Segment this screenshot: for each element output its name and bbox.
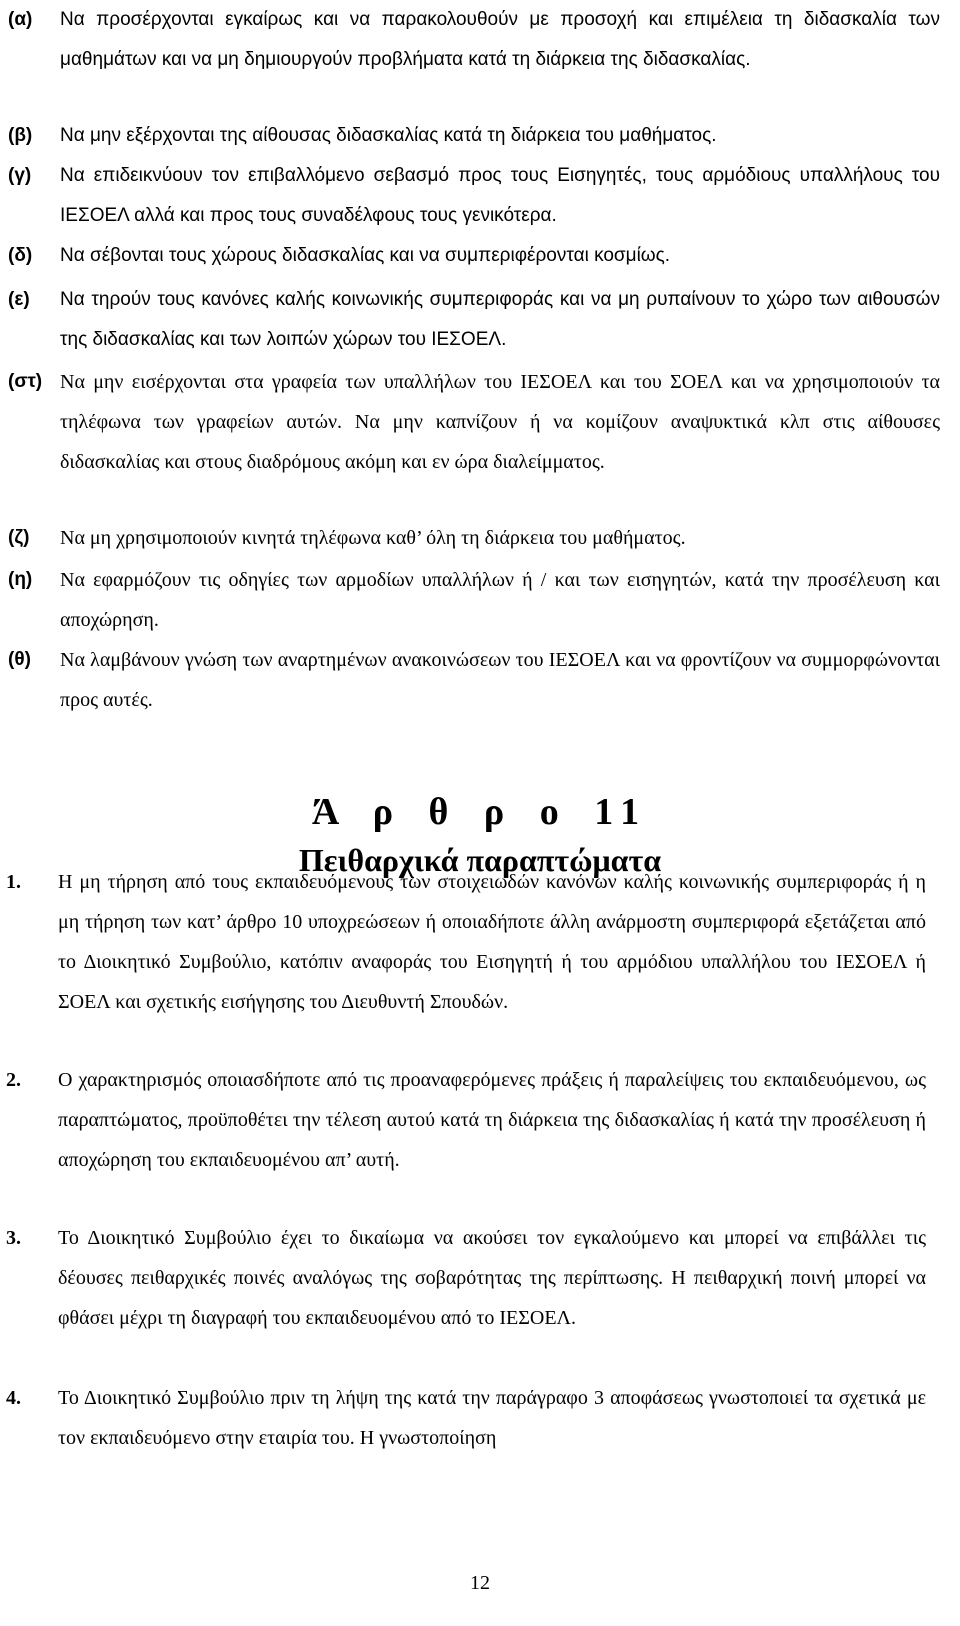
list-item-text: Να σέβονται τους χώρους διδασκαλίας και να συμπεριφέρονται κοσμίως. [60, 245, 671, 266]
list-item-text: Να εφαρμόζουν τις οδηγίες των αρμοδίων υπαλλήλων ή / και των εισηγητών, κατά την προσέλευση και αποχώρηση. [60, 569, 940, 631]
paragraph-text: Ο χαρακτηρισμός οποιασδήποτε από τις προαναφερόμενες πράξεις ή παραλείψεις του εκπαιδευόμενου, ως παραπτώματος, προϋποθέτει την τέλεση αυτού κατά τη διάρκεια της διδασκαλίας ή κατά την προσέλευση ή αποχώρηση του εκπαιδευομένου απ’ αυτή. [58, 1069, 926, 1171]
list-item-label: (α) [8, 9, 33, 30]
list-item-th [8, 640, 940, 720]
list-item-label: (στ) [8, 371, 43, 392]
list-item-b [8, 116, 940, 156]
paragraph-number: 2. [6, 1069, 21, 1091]
list-item-st [8, 362, 940, 482]
paragraph-3 [6, 1218, 926, 1338]
page-number: 12 [470, 1572, 490, 1594]
list-item-label: (β) [8, 125, 33, 146]
list-item-label: (δ) [8, 245, 33, 266]
list-item-a [8, 0, 940, 80]
list-item-text: Να προσέρχονται εγκαίρως και να παρακολουθούν με προσοχή και επιμέλεια τη διδασκαλία των μαθημάτων και να μη δημιουργούν προβλήματα κατά τη διάρκεια της διδασκαλίας. [60, 9, 940, 70]
list-item-d [8, 236, 940, 276]
list-item-label: (η) [8, 569, 33, 590]
list-item-text: Να τηρούν τους κανόνες καλής κοινωνικής συμπεριφοράς και να μη ρυπαίνουν το χώρο των αιθουσών της διδασκαλίας και των λοιπών χώρων του ΙΕΣΟΕΛ. [60, 289, 940, 350]
list-item-text: Να επιδεικνύουν τον επιβαλλόμενο σεβασμό προς τους Εισηγητές, τους αρμόδιους υπαλλήλους του ΙΕΣΟΕΛ αλλά και προς τους συναδέλφους τους γενικότερα. [60, 165, 940, 226]
list-item-e [8, 280, 940, 360]
list-item-i [8, 560, 940, 640]
list-item-text: Να λαμβάνουν γνώση των αναρτημένων ανακοινώσεων του ΙΕΣΟΕΛ και να φροντίζουν να συμμορφώνονται προς αυτές. [60, 649, 940, 711]
paragraph-text: Το Διοικητικό Συμβούλιο έχει το δικαίωμα να ακούσει τον εγκαλούμενο και μπορεί να επιβάλλει τις δέουσες πειθαρχικές ποινές αναλόγως της σοβαρότητας της περίπτωσης. Η πειθαρχική ποινή μπορεί να φθάσει μέχρι τη διαγραφή του εκπαιδευομένου από το ΙΕΣΟΕΛ. [58, 1227, 926, 1329]
paragraph-number: 4. [6, 1387, 21, 1409]
paragraph-2 [6, 1060, 926, 1180]
paragraph-number: 3. [6, 1227, 21, 1249]
list-item-label: (ε) [8, 289, 30, 310]
paragraph-4 [6, 1378, 926, 1458]
list-item-label: (γ) [8, 165, 32, 186]
list-item-text: Να μη χρησιμοποιούν κινητά τηλέφωνα καθ’ όλη τη διάρκεια του μαθήματος. [60, 527, 686, 549]
list-item-label: (θ) [8, 649, 31, 670]
article-title: Ά ρ θ ρ ο 11 [311, 791, 649, 833]
article-subtitle: Πειθαρχικά παραπτώματα [298, 842, 662, 878]
paragraph-text: Το Διοικητικό Συμβούλιο πριν τη λήψη της κατά την παράγραφο 3 αποφάσεως γνωστοποιεί τα σχετικά με τον εκπαιδευόμενο στην εταιρία του. Η γνωστοποίηση [58, 1387, 926, 1449]
list-item-z [8, 518, 940, 558]
list-item-text: Να μην εισέρχονται στα γραφεία των υπαλλήλων του ΙΕΣΟΕΛ και του ΣΟΕΛ και να χρησιμοποιούν τα τηλέφωνα των γραφείων αυτών. Να μην καπνίζουν ή να κομίζουν αναψυκτικά κλπ στις αίθουσες διδασκαλίας και στους διαδρόμους ακόμη και εν ώρα διαλείμματος. [60, 371, 940, 473]
list-item-label: (ζ) [8, 527, 30, 548]
paragraph-number: 1. [6, 871, 21, 893]
paragraph-text: Η μη τήρηση από τους εκπαιδευόμενους των στοιχειωδών κανόνων καλής κοινωνικής συμπεριφοράς ή η μη τήρηση των κατ’ άρθρο 10 υποχρεώσεων ή οποιαδήποτε άλλη ανάρμοστη συμπεριφορά εξετάζεται από το Διοικητικό Συμβούλιο, κατόπιν αναφοράς του Εισηγητή ή του αρμόδιου υπαλλήλου του ΙΕΣΟΕΛ ή ΣΟΕΛ και σχετικής εισήγησης του Διευθυντή Σπουδών. [58, 871, 926, 1013]
paragraph-1 [6, 862, 926, 1022]
list-item-text: Να μην εξέρχονται της αίθουσας διδασκαλίας κατά τη διάρκεια του μαθήματος. [60, 125, 717, 146]
list-item-c [8, 156, 940, 236]
